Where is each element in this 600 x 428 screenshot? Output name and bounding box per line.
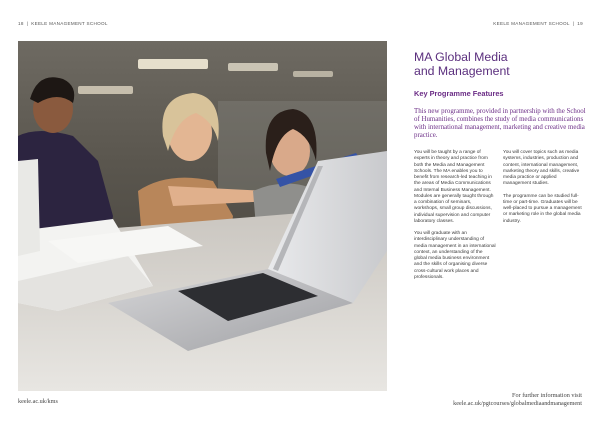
intro-paragraph: This new programme, provided in partnership with the School of Humanities, combines the study of media communications with international management, marketing and creative media practice. [414, 108, 586, 139]
footer-info-text: For further information visit [512, 392, 582, 399]
body-paragraph: The programme can be studied full-time or part-time. Graduates will be well-placed to pursue a management or marketing role in the global media industry. [503, 193, 582, 224]
students-laptop-photo [18, 41, 387, 391]
body-paragraph: You will graduate with an interdisciplinary understanding of media management in an international context, an understanding of the global media business environment and the skills of organising diverse cross-cultural work places and professionals. [414, 231, 496, 280]
school-name-left: KEELE MANAGEMENT SCHOOL [31, 21, 108, 26]
footer-right-info [453, 392, 582, 408]
title-line-2: and Management [414, 64, 510, 78]
body-paragraph: You will cover topics such as media systems, industries, production and content, international management, marketing theory and skills, creative media practice or applied management studies. [503, 150, 580, 187]
photo-illustration [18, 41, 387, 391]
section-heading: Key Programme Features [414, 89, 504, 98]
footer-info-url[interactable]: keele.ac.uk/pgtcourses/globalmediaandmanagement [453, 400, 582, 407]
page-title [414, 50, 584, 78]
page-header-right [493, 21, 583, 26]
body-paragraph: You will be taught by a range of experts in theory and practice from both the Media and Management Schools. The MA enables you to benefit from research-led teaching in the areas of Media Communications and Internal Business Management. Modules are generally taught through a combination of seminars, workshops, small group discussions, individual supervision and computer laboratory classes. [414, 150, 494, 224]
body-column-left [414, 150, 496, 287]
page-number-right: 19 [577, 21, 583, 26]
header-separator: | [26, 21, 29, 26]
footer-left-url[interactable]: keele.ac.uk/kms [18, 398, 58, 405]
header-separator: | [572, 21, 575, 26]
page-header-left [18, 21, 108, 26]
page-number-left: 18 [18, 21, 24, 26]
school-name-right: KEELE MANAGEMENT SCHOOL [493, 21, 570, 26]
title-line-1: MA Global Media [414, 50, 508, 64]
body-column-right [503, 150, 585, 231]
